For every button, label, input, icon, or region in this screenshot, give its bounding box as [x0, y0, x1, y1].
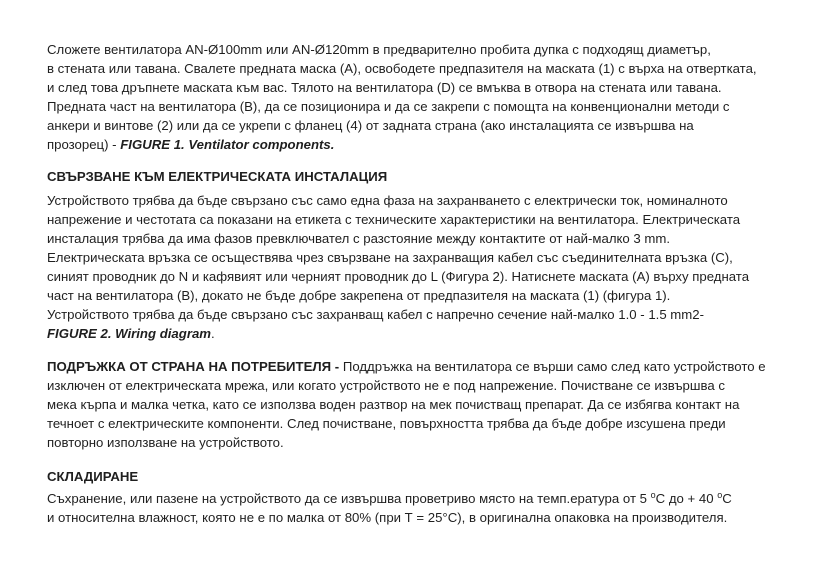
text-line: в стената или тавана. Свалете предната маска (А), освободете предпазителя на маската (1) с върха на отвертката, [47, 61, 757, 76]
electrical-paragraph [47, 191, 782, 343]
text-line [47, 324, 782, 343]
text-line: инсталация трябва да има фазов превключвател с разстояние между контактите от най-малко 3 mm. [47, 231, 671, 246]
figure-1-reference: FIGURE 1. Ventilator components. [120, 137, 335, 152]
text-fragment: . [211, 326, 215, 341]
degree-superscript: o [650, 490, 656, 500]
text-line: мека кърпа и малка четка, като се използва воден разтвор на мек почистващ препарат. Да се избягва контакт на [47, 397, 740, 412]
storage-section-heading: СКЛАДИРАНЕ [47, 469, 139, 484]
text-line: анкери и винтове (2) или да се укрепи с фланец (4) от задната страна (ако инсталацията се извършва на [47, 118, 694, 133]
text-line: Сложете вентилатора AN-Ø100mm или AN-Ø120mm в предварително пробита дупка с подходящ диаметър, [47, 42, 711, 57]
text-fragment: Поддръжка на вентилатора се върши само след като устройството е [339, 359, 766, 374]
text-line: синият проводник до N и кафявият или черният проводник до L (Фигура 2). Натиснете маската (А) върху предната [47, 269, 750, 284]
text-line: и след това дръпнете маската към вас. Тялото на вентилатора (D) се вмъква в отвора на стената или тавана. [47, 80, 722, 95]
text-line: течноет с електрическите компоненти. След почистване, повърхността трябва да бъде добре изсушена преди [47, 416, 726, 431]
text-line: изключен от електрическата мрежа, или когато устройството не е под напрежение. Почистване се извършва с [47, 378, 725, 393]
storage-paragraph [47, 489, 782, 527]
text-line: напрежение и честотата са показани на етикета с техническите характеристики на вентилатора. Електрическата [47, 212, 741, 227]
text-fragment: C до + 40 [655, 491, 718, 506]
installation-paragraph [47, 40, 782, 154]
text-line: Устройството трябва да бъде свързано със захранващ кабел с напречно сечение най-малко 1.0 - 1.5 mm2- [47, 307, 705, 322]
text-line [47, 357, 782, 376]
text-fragment: Съхранение, или пазене на устройството да се извършва проветриво място на темп.ература от 5 [47, 491, 651, 506]
text-line: и относителна влажност, която не е по малка от 80% (при Т = 25°С), в оригинална опаковка на производителя. [47, 510, 728, 525]
electrical-section-heading: СВЪРЗВАНЕ КЪМ ЕЛЕКТРИЧЕСКАТА ИНСТАЛАЦИЯ [47, 169, 388, 184]
degree-superscript: o [717, 490, 723, 500]
maintenance-section-heading: ПОДРЪЖКА ОТ СТРАНА НА ПОТРЕБИТЕЛЯ - [47, 359, 340, 374]
text-line: повторно използване на устройството. [47, 435, 284, 450]
text-line: Електрическата връзка се осъществява чрез свързване на захранващия кабел със съединителната връзка (С), [47, 250, 733, 265]
text-fragment: C [722, 491, 732, 506]
text-line: Предната част на вентилатора (В), да се позиционира и да се закрепи с помощта на конвенционални методи с [47, 99, 730, 114]
text-line: Устройството трябва да бъде свързано със само една фаза на захранването с електрически ток, номиналното [47, 193, 728, 208]
text-fragment: прозорец) - [47, 137, 121, 152]
maintenance-paragraph [47, 357, 782, 452]
text-line [47, 489, 782, 508]
document-page [47, 40, 782, 527]
figure-2-reference: FIGURE 2. Wiring diagram [47, 326, 212, 341]
text-line: част на вентилатора (В), докато не бъде добре закрепена от предпазителя на маската (1) (фигура 1). [47, 288, 671, 303]
text-line [47, 135, 782, 154]
